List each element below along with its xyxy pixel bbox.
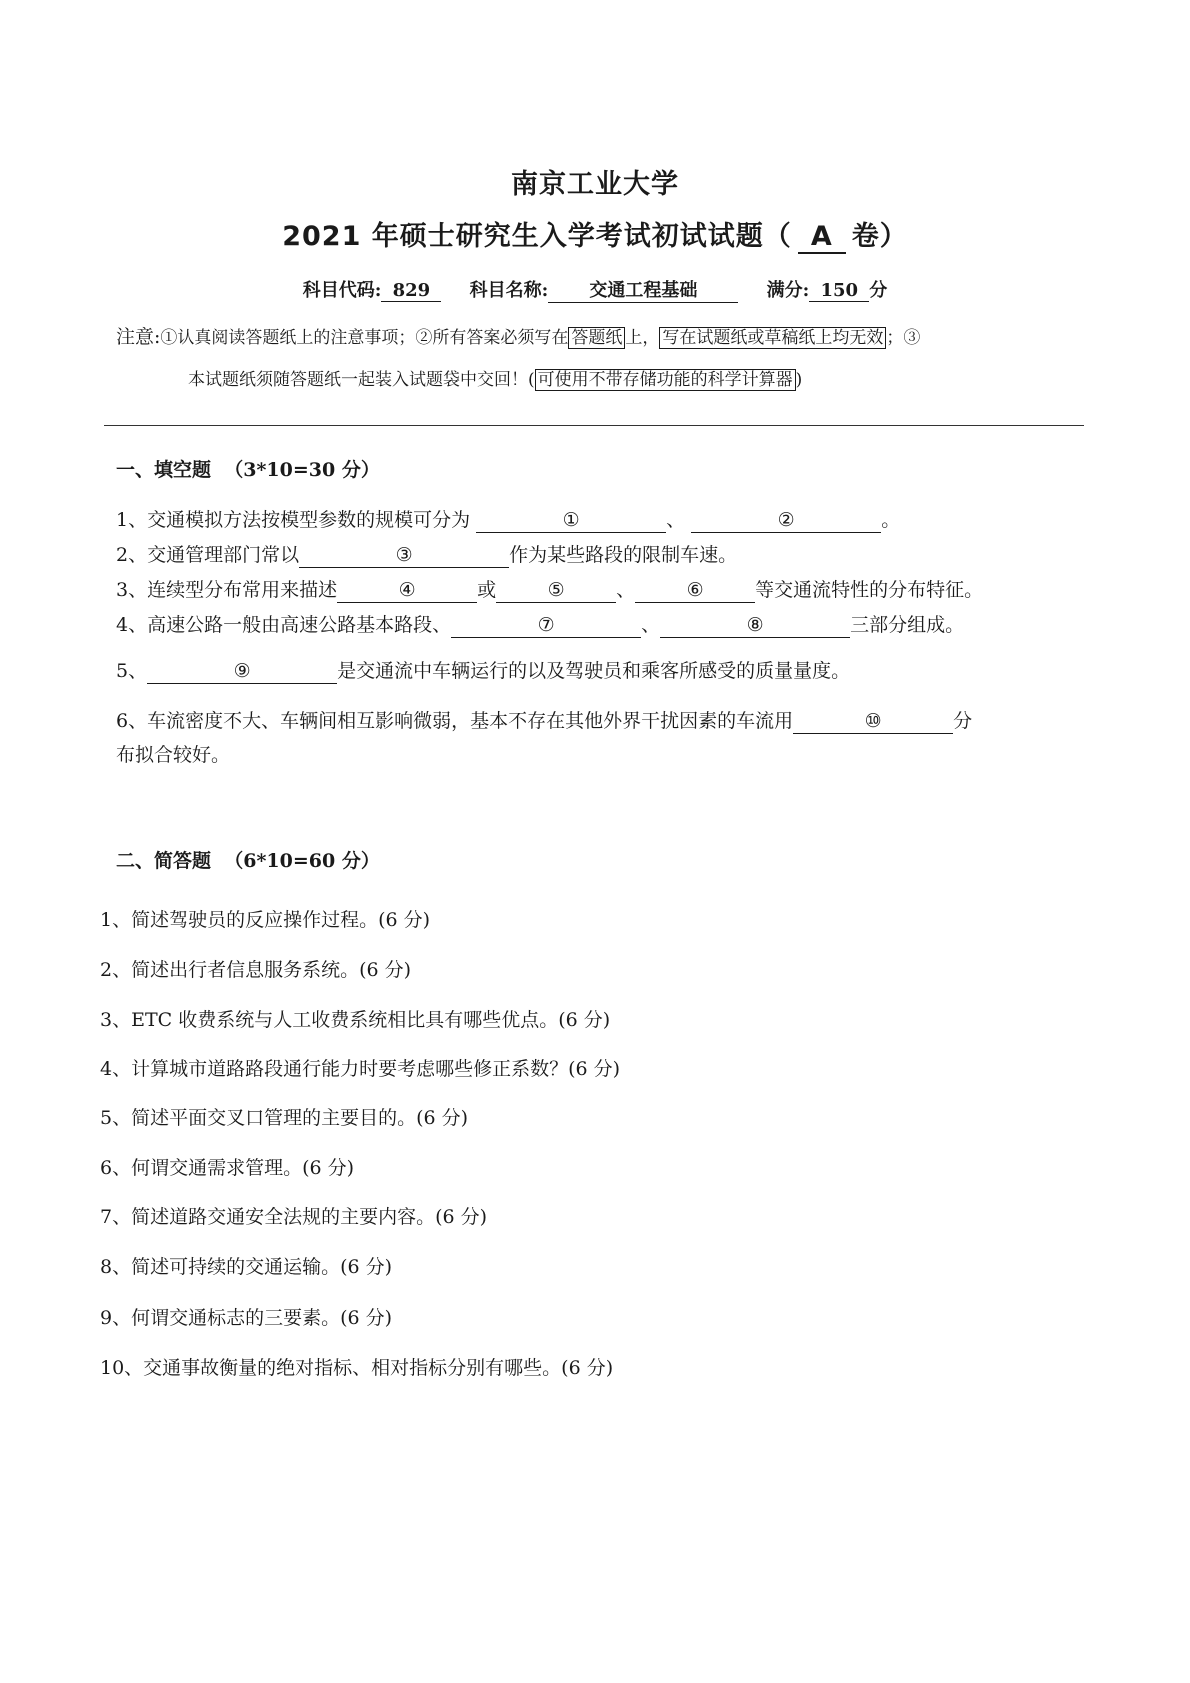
- divider: [104, 425, 1084, 426]
- notice-text: ；③: [886, 328, 921, 348]
- short-question-8: 8、简述可持续的交通运输。(6 分): [100, 1256, 393, 1278]
- question-text: 5、: [116, 660, 148, 682]
- notice-text: ): [795, 370, 803, 390]
- notice-lead: 注意:: [116, 326, 161, 348]
- answer-blank-3: ③: [299, 543, 509, 568]
- exam-title: [0, 214, 1190, 254]
- short-question-5: 5、简述平面交叉口管理的主要目的。(6 分): [100, 1107, 469, 1129]
- section-title: 一、填空题: [116, 459, 212, 481]
- short-question-3: 3、ETC 收费系统与人工收费系统相比具有哪些优点。(6 分): [100, 1009, 611, 1031]
- notice-text: ①认真阅读答题纸上的注意事项；②所有答案必须写在: [160, 328, 569, 348]
- answer-blank-2: ②: [691, 508, 881, 533]
- answer-blank-6: ⑥: [635, 578, 755, 603]
- title-prefix: 2021 年硕士研究生入学考试初试试题（: [282, 221, 792, 252]
- full-score-unit: 分: [869, 280, 888, 301]
- full-score-label: 满分:: [766, 280, 810, 301]
- subject-info: [0, 276, 1190, 303]
- answer-blank-9: ⑨: [147, 659, 337, 684]
- section-points: （6*10=60 分）: [224, 850, 380, 872]
- question-text: 三部分组成。: [850, 614, 965, 636]
- answer-blank-1: ①: [476, 508, 666, 533]
- full-score-value: 150: [809, 280, 869, 302]
- answer-blank-8: ⑧: [660, 613, 850, 638]
- notice-boxed-answer-sheet: 答题纸: [568, 327, 625, 349]
- notice-boxed-invalid: 写在试题纸或草稿纸上均无效: [659, 327, 886, 349]
- fill-question-2: [116, 540, 737, 568]
- answer-blank-7: ⑦: [451, 613, 641, 638]
- section-title: 二、简答题: [116, 850, 212, 872]
- short-question-6: 6、何谓交通需求管理。(6 分): [100, 1157, 355, 1179]
- section-2-heading: [116, 846, 380, 873]
- fill-question-6-continued: 布拟合较好。: [116, 744, 231, 766]
- notice-boxed-calculator: 可使用不带存储功能的科学计算器: [535, 369, 796, 391]
- short-question-9: 9、何谓交通标志的三要素。(6 分): [100, 1307, 393, 1329]
- short-question-7: 7、简述道路交通安全法规的主要内容。(6 分): [100, 1206, 488, 1228]
- fill-question-1: [116, 505, 900, 533]
- paper-version: A: [798, 222, 846, 254]
- answer-blank-4: ④: [337, 578, 477, 603]
- fill-question-4: [116, 610, 964, 638]
- fill-question-3: [116, 575, 983, 603]
- short-question-2: 2、简述出行者信息服务系统。(6 分): [100, 959, 412, 981]
- question-text: 、: [641, 614, 661, 636]
- university-name: 南京工业大学: [511, 169, 679, 200]
- question-text: 是交通流中车辆运行的以及驾驶员和乘客所感受的质量量度。: [337, 660, 851, 682]
- question-text: 分: [953, 710, 973, 732]
- question-text: 、: [616, 579, 636, 601]
- question-text: 2、交通管理部门常以: [116, 544, 300, 566]
- question-text: 3、连续型分布常用来描述: [116, 579, 338, 601]
- question-text: 、: [666, 509, 686, 531]
- question-text: 1、交通模拟方法按模型参数的规模可分为: [116, 509, 471, 531]
- question-text: 作为某些路段的限制车速。: [509, 544, 738, 566]
- short-question-1: 1、简述驾驶员的反应操作过程。(6 分): [100, 909, 431, 931]
- title-suffix: 卷）: [851, 221, 908, 252]
- question-text: 4、高速公路一般由高速公路基本路段、: [116, 614, 452, 636]
- fill-question-6: [116, 706, 972, 734]
- answer-blank-10: ⑩: [793, 709, 953, 734]
- subject-code-label: 科目代码:: [302, 280, 382, 301]
- short-question-4: 4、计算城市道路路段通行能力时要考虑哪些修正系数？(6 分): [100, 1058, 621, 1080]
- answer-blank-5: ⑤: [496, 578, 616, 603]
- subject-name-label: 科目名称:: [469, 280, 549, 301]
- subject-code-value: 829: [381, 280, 441, 302]
- question-text: 或: [477, 579, 497, 601]
- question-text: 。: [881, 509, 901, 531]
- notice-line-1: [116, 322, 1116, 349]
- notice-text: 上，: [625, 328, 660, 348]
- section-points: （3*10=30 分）: [224, 459, 380, 481]
- notice-text: 本试题纸须随答题纸一起装入试题袋中交回！(: [188, 370, 535, 390]
- notice-line-2: [188, 365, 1088, 390]
- short-question-10: 10、交通事故衡量的绝对指标、相对指标分别有哪些。(6 分): [100, 1357, 614, 1379]
- fill-question-5: [116, 656, 850, 684]
- question-text: 等交通流特性的分布特征。: [755, 579, 984, 601]
- section-1-heading: [116, 455, 380, 482]
- subject-name-value: 交通工程基础: [548, 276, 738, 303]
- question-text: 6、车流密度不大、车辆间相互影响微弱，基本不存在其他外界干扰因素的车流用: [116, 710, 794, 732]
